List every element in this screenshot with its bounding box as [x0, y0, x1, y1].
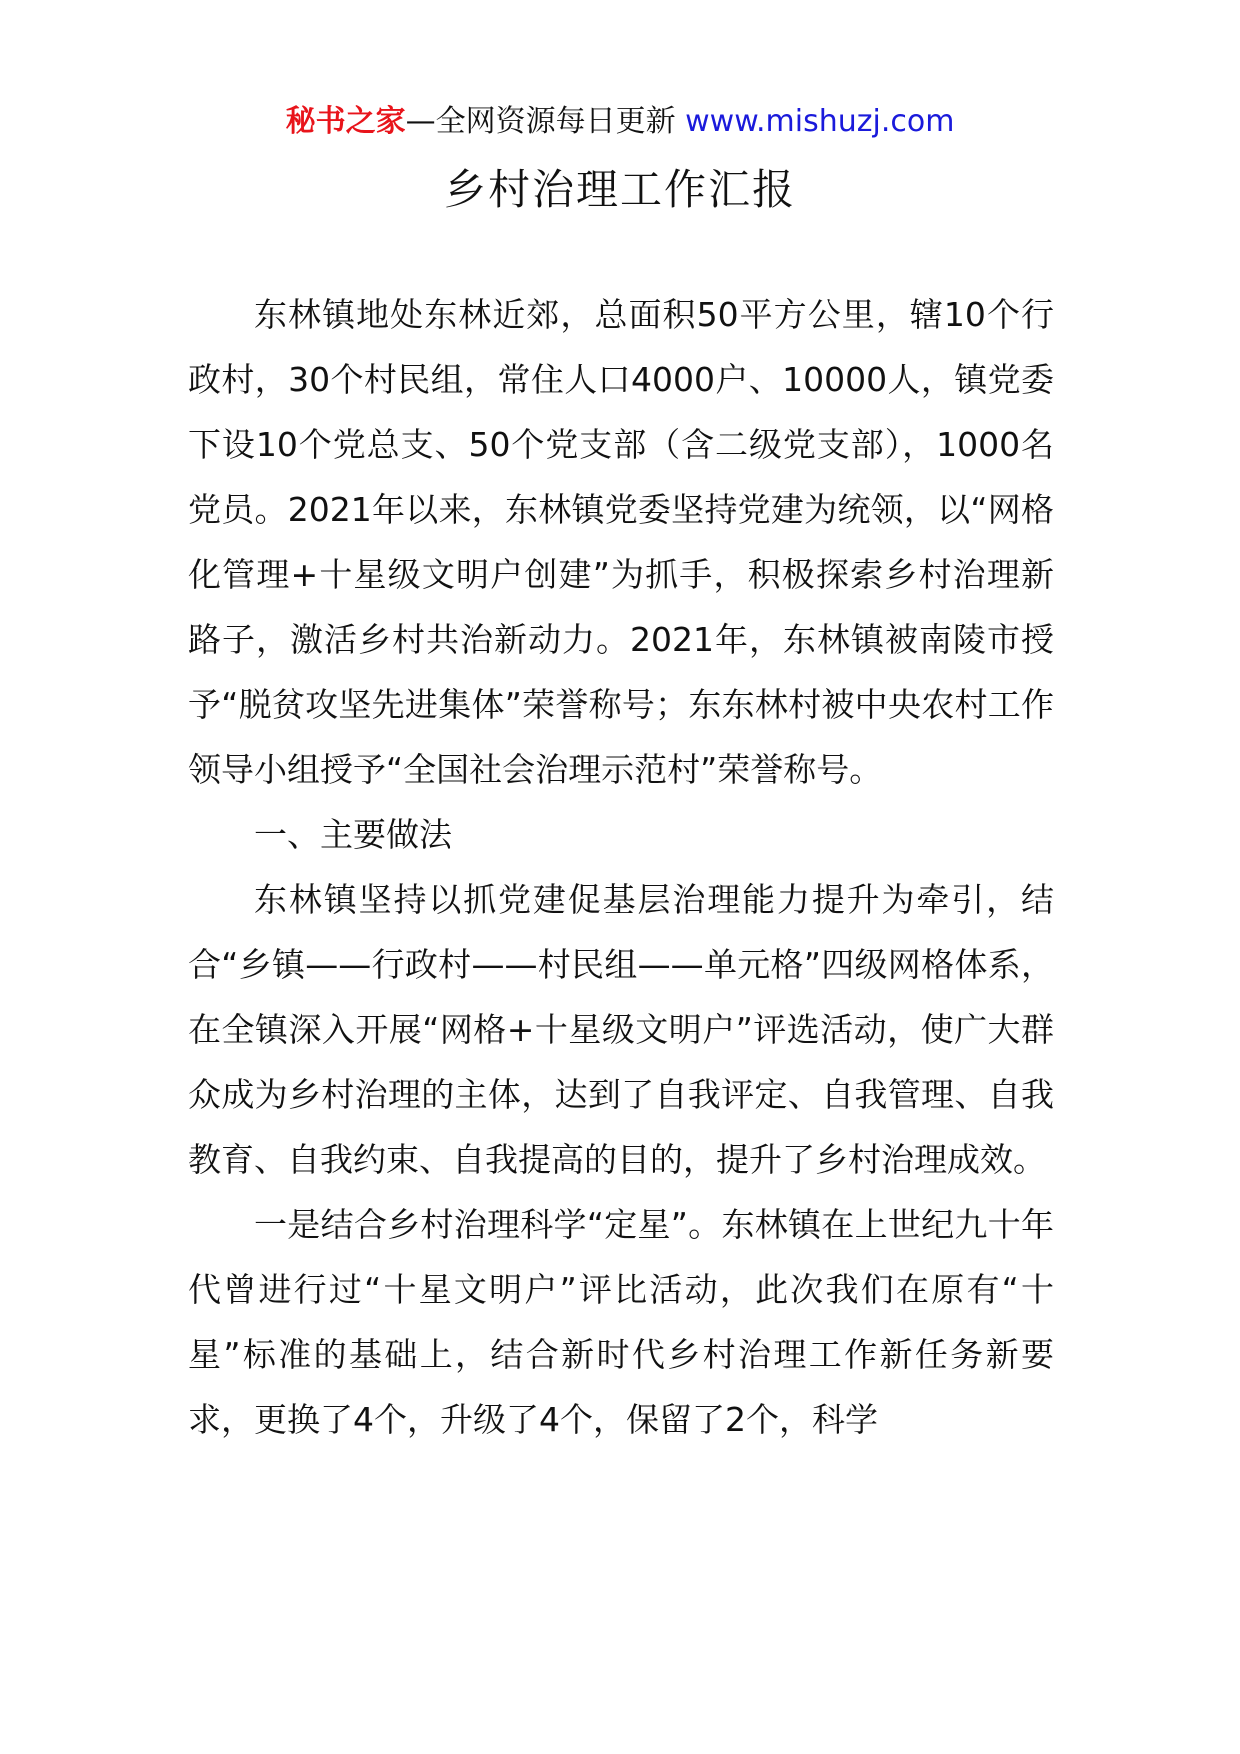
site-slogan: —全网资源每日更新	[405, 104, 686, 139]
paragraph-intro: 东林镇地处东林近郊，总面积50平方公里，辖10个行政村，30个村民组，常住人口4000户、10000人，镇党委下设10个党总支、50个党支部（含二级党支部），1000名党员。2021年以来，东林镇党委坚持党建为统领，以“网格化管理+十星级文明户创建”为抓手，积极探索乡村治理新路子，激活乡村共治新动力。2021年，东林镇被南陵市授予“脱贫攻坚先进集体”荣誉称号；东东林村被中央农村工作领导小组授予“全国社会治理示范村”荣誉称号。	[188, 295, 1054, 789]
document-body	[188, 282, 1054, 1452]
section-heading: 一、主要做法	[254, 815, 452, 854]
document-title: 乡村治理工作汇报	[443, 165, 796, 214]
site-brand: 秘书之家	[285, 104, 406, 139]
paragraph-main-approach: 东林镇坚持以抓党建促基层治理能力提升为牵引，结合“乡镇——行政村——村民组——单元格”四级网格体系，在全镇深入开展“网格+十星级文明户”评选活动，使广大群众成为乡村治理的主体，达到了自我评定、自我管理、自我教育、自我约束、自我提高的目的，提升了乡村治理成效。	[188, 880, 1054, 1179]
paragraph-star-rating: 一是结合乡村治理科学“定星”。东林镇在上世纪九十年代曾进行过“十星文明户”评比活动，此次我们在原有“十星”标准的基础上，结合新时代乡村治理工作新任务新要求，更换了4个，升级了4个，保留了2个，科学	[188, 1205, 1054, 1439]
site-url-link[interactable]: www.mishuzj.com	[685, 104, 955, 139]
site-header	[0, 100, 1240, 144]
